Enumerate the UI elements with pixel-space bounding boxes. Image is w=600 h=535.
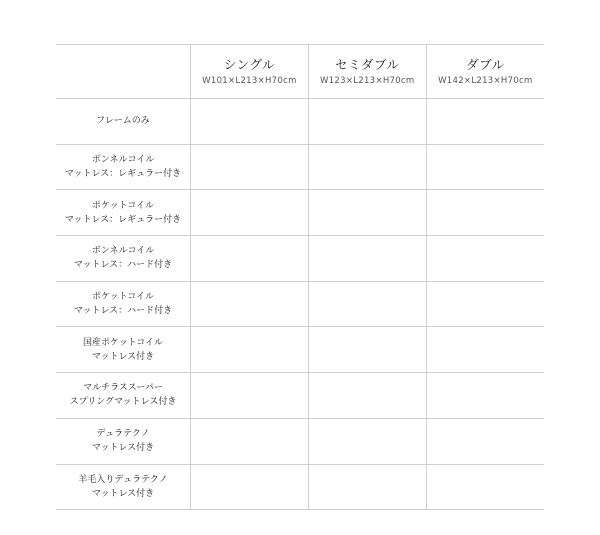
table-cell [426,464,544,510]
row-label-line1: ボンネルコイル [91,246,155,257]
table-cell [308,373,426,419]
table-row [56,144,544,190]
row-label-line2: マットレス：ハード付き [73,306,173,317]
table-cell [308,236,426,282]
table-row [56,190,544,236]
row-label-line2: マットレス付き [91,351,155,362]
row-label-line2: スプリングマットレス付き [69,397,177,408]
row-header [56,236,191,282]
table-cell [191,373,309,419]
table-corner-cell [56,45,191,99]
table-cell [426,281,544,327]
table-cell [191,281,309,327]
table-cell [308,418,426,464]
row-header [56,418,191,464]
table-cell [426,327,544,373]
table-cell [191,464,309,510]
table-cell [308,464,426,510]
row-label-line1: ポケットコイル [92,200,154,211]
row-header [56,190,191,236]
row-header [56,144,191,190]
column-name: ダブル [466,56,505,72]
row-label-line1: マルチラススーパー [83,383,163,394]
table-row [56,99,544,145]
table-cell [426,99,544,145]
row-header [56,464,191,510]
row-header [56,327,191,373]
table-cell [426,418,544,464]
column-dimensions: W123×L213×H70cm [319,75,415,86]
row-label-line1: デュラテクノ [96,429,150,440]
row-label-line1: フレームのみ [96,116,150,127]
table-row [56,373,544,419]
table-cell [426,236,544,282]
column-name: シングル [223,56,275,72]
row-label-line1: ボンネルコイル [91,155,155,166]
table-header-row [56,45,544,99]
table-row [56,464,544,510]
column-dimensions: W142×L213×H70cm [438,75,533,86]
column-header-semi-double [308,45,426,99]
row-header [56,281,191,327]
table-row [56,327,544,373]
table-cell [426,373,544,419]
table-cell [308,99,426,145]
size-price-table [56,44,544,510]
row-label-line2: マットレス付き [91,488,155,499]
row-header [56,373,191,419]
column-dimensions: W101×L213×H70cm [202,75,297,86]
row-label-line2: マットレス：レギュラー付き [64,214,182,225]
table-row [56,418,544,464]
row-label-line1: 羊毛入りデュラテクノ [78,474,168,485]
column-name: セミダブル [334,56,400,72]
table-cell [308,327,426,373]
table-cell [308,144,426,190]
row-label-line2: マットレス：ハード付き [73,260,173,271]
row-header [56,99,191,145]
table-cell [308,190,426,236]
table-cell [191,99,309,145]
table-cell [308,281,426,327]
row-label-line1: 国産ポケットコイル [83,337,163,348]
table-cell [191,144,309,190]
row-label-line2: マットレス：レギュラー付き [64,169,182,180]
table-cell [191,418,309,464]
row-label-line1: ポケットコイル [92,292,154,303]
column-header-double [426,45,544,99]
table-row [56,281,544,327]
row-label-line2: マットレス付き [91,443,155,454]
column-header-single [191,45,309,99]
table-cell [191,236,309,282]
table-cell [191,190,309,236]
table-cell [191,327,309,373]
table-cell [426,190,544,236]
table-row [56,236,544,282]
table-cell [426,144,544,190]
